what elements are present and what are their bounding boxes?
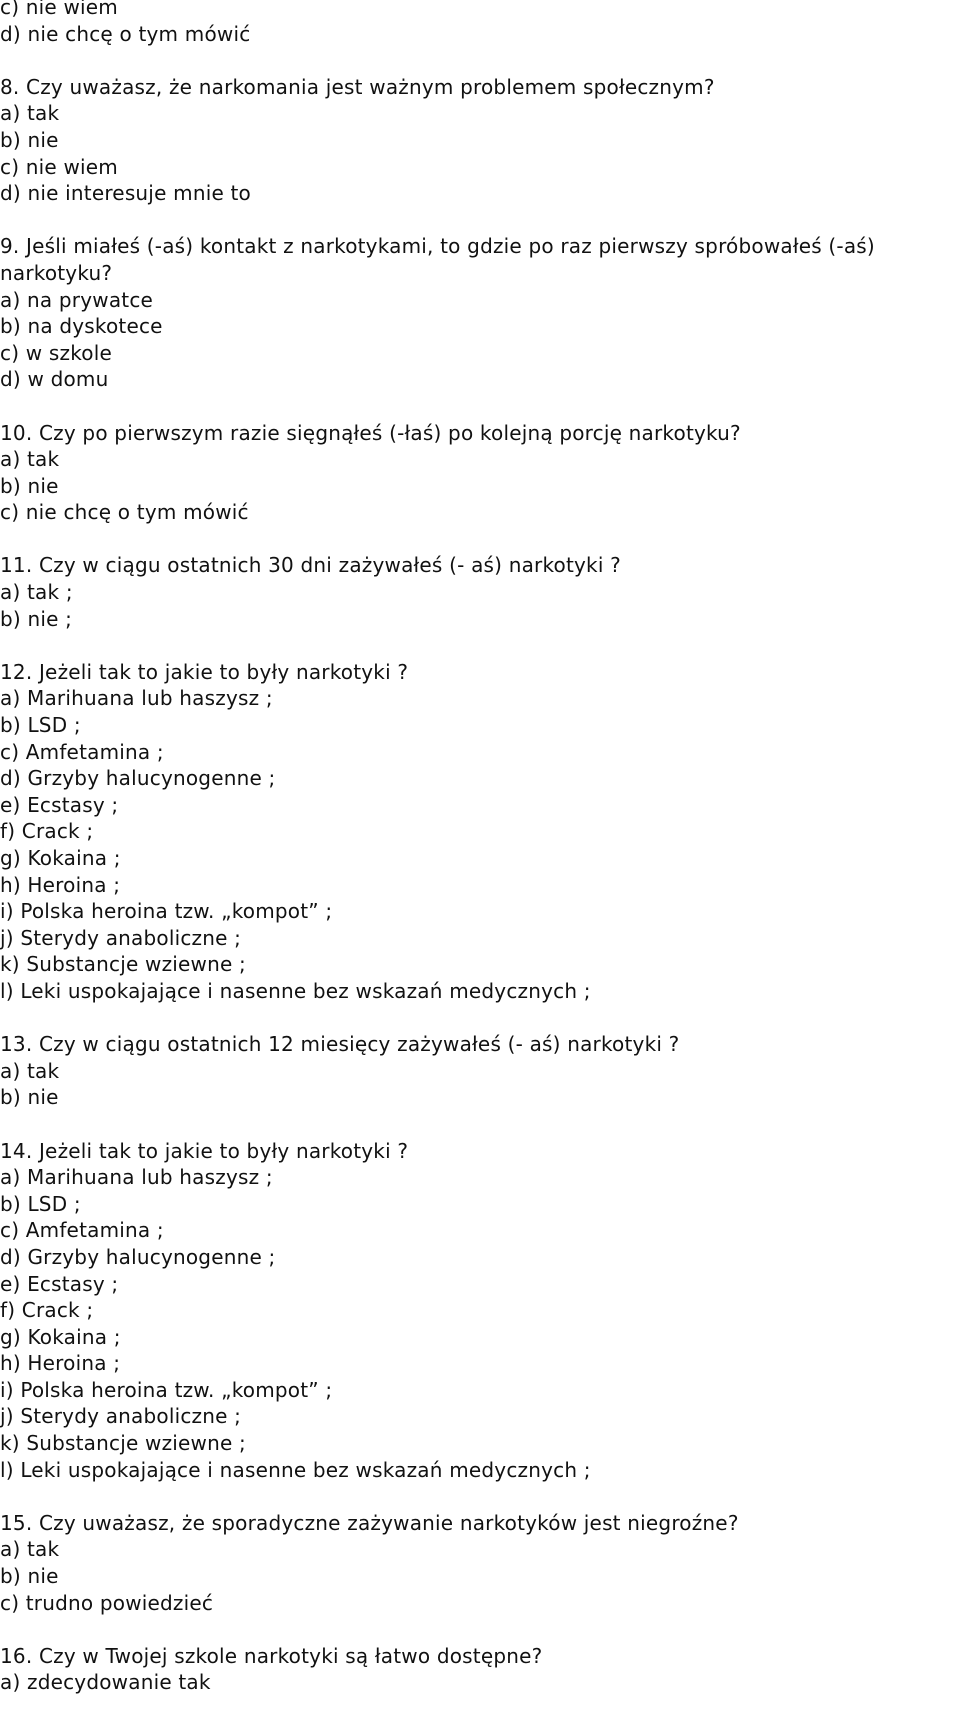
question-block-13 [0, 1031, 960, 1111]
option-line: b) na dyskotece [0, 314, 163, 339]
option-line: d) Grzyby halucynogenne ; [0, 1244, 276, 1269]
question-block-11 [0, 552, 960, 632]
question-text: 12. Jeżeli tak to jakie to były narkotyki ? [0, 659, 409, 684]
question-block-14 [0, 1138, 960, 1484]
option-line: g) Kokaina ; [0, 1324, 121, 1349]
option-line: d) nie interesuje mnie to [0, 181, 251, 206]
option-line: l) Leki uspokajające i nasenne bez wskazań medycznych ; [0, 1457, 591, 1482]
option-line: b) LSD ; [0, 1191, 81, 1216]
option-line: a) tak [0, 101, 60, 126]
question-text: 8. Czy uważasz, że narkomania jest ważnym problemem społecznym? [0, 74, 715, 99]
option-line: g) Kokaina ; [0, 846, 121, 870]
option-line: b) nie ; [0, 606, 73, 631]
question-text: 9. Jeśli miałeś (-aś) kontakt z narkotykami, to gdzie po raz pierwszy spróbowałeś (-aś) [0, 234, 875, 259]
question-block-16 [0, 1643, 960, 1696]
option-line: l) Leki uspokajające i nasenne bez wskazań medycznych ; [0, 978, 591, 1003]
option-line: c) nie wiem [0, 0, 118, 19]
option-line: f) Crack ; [0, 819, 94, 844]
question-block-8 [0, 74, 960, 207]
option-line: a) tak ; [0, 580, 73, 605]
option-line: a) tak [0, 1537, 60, 1562]
question-text: 11. Czy w ciągu ostatnich 30 dni zażywałeś (- aś) narkotyki ? [0, 553, 621, 578]
option-line: c) nie chcę o tym mówić [0, 500, 249, 525]
option-line: b) nie [0, 1564, 59, 1589]
option-line: c) trudno powiedzieć [0, 1590, 214, 1615]
option-line: f) Crack ; [0, 1298, 94, 1323]
option-line: a) tak [0, 447, 60, 472]
option-line: c) Amfetamina ; [0, 739, 164, 764]
question-text: 16. Czy w Twojej szkole narkotyki są łatwo dostępne? [0, 1643, 543, 1668]
question-block-7-tail [0, 0, 960, 47]
question-text: 10. Czy po pierwszym razie sięgnąłeś (-łaś) po kolejną porcję narkotyku? [0, 420, 741, 445]
option-line: i) Polska heroina tzw. „kompot” ; [0, 1377, 333, 1402]
option-line: i) Polska heroina tzw. „kompot” ; [0, 899, 333, 924]
option-line: e) Ecstasy ; [0, 792, 119, 817]
option-line: a) Marihuana lub haszysz ; [0, 1165, 273, 1190]
option-line: b) LSD ; [0, 713, 81, 738]
option-line: d) w domu [0, 367, 109, 392]
question-block-15 [0, 1510, 960, 1616]
option-line: k) Substancje wziewne ; [0, 1431, 246, 1456]
question-text: 13. Czy w ciągu ostatnich 12 miesięcy zażywałeś (- aś) narkotyki ? [0, 1032, 680, 1057]
option-line: b) nie [0, 127, 59, 152]
option-line: k) Substancje wziewne ; [0, 952, 246, 977]
option-line: b) nie [0, 473, 59, 498]
option-line: a) Marihuana lub haszysz ; [0, 686, 273, 711]
option-line: b) nie [0, 1085, 59, 1110]
question-text: 14. Jeżeli tak to jakie to były narkotyki ? [0, 1138, 409, 1163]
question-block-12 [0, 659, 960, 1005]
question-block-9 [0, 233, 960, 393]
option-line: j) Sterydy anaboliczne ; [0, 1404, 242, 1429]
option-line: c) Amfetamina ; [0, 1218, 164, 1243]
option-line: a) tak [0, 1058, 60, 1083]
option-line: e) Ecstasy ; [0, 1271, 119, 1296]
option-line: c) nie wiem [0, 154, 118, 179]
option-line: a) zdecydowanie tak [0, 1670, 211, 1695]
option-line: j) Sterydy anaboliczne ; [0, 925, 242, 950]
option-line: h) Heroina ; [0, 872, 121, 897]
question-text-continued: narkotyku? [0, 260, 113, 285]
question-text: 15. Czy uważasz, że sporadyczne zażywanie narkotyków jest niegroźne? [0, 1510, 739, 1535]
question-block-10 [0, 420, 960, 526]
option-line: h) Heroina ; [0, 1351, 121, 1376]
option-line: c) w szkole [0, 340, 112, 365]
option-line: a) na prywatce [0, 287, 154, 312]
option-line: d) nie chcę o tym mówić [0, 21, 251, 46]
option-line: d) Grzyby halucynogenne ; [0, 766, 276, 791]
